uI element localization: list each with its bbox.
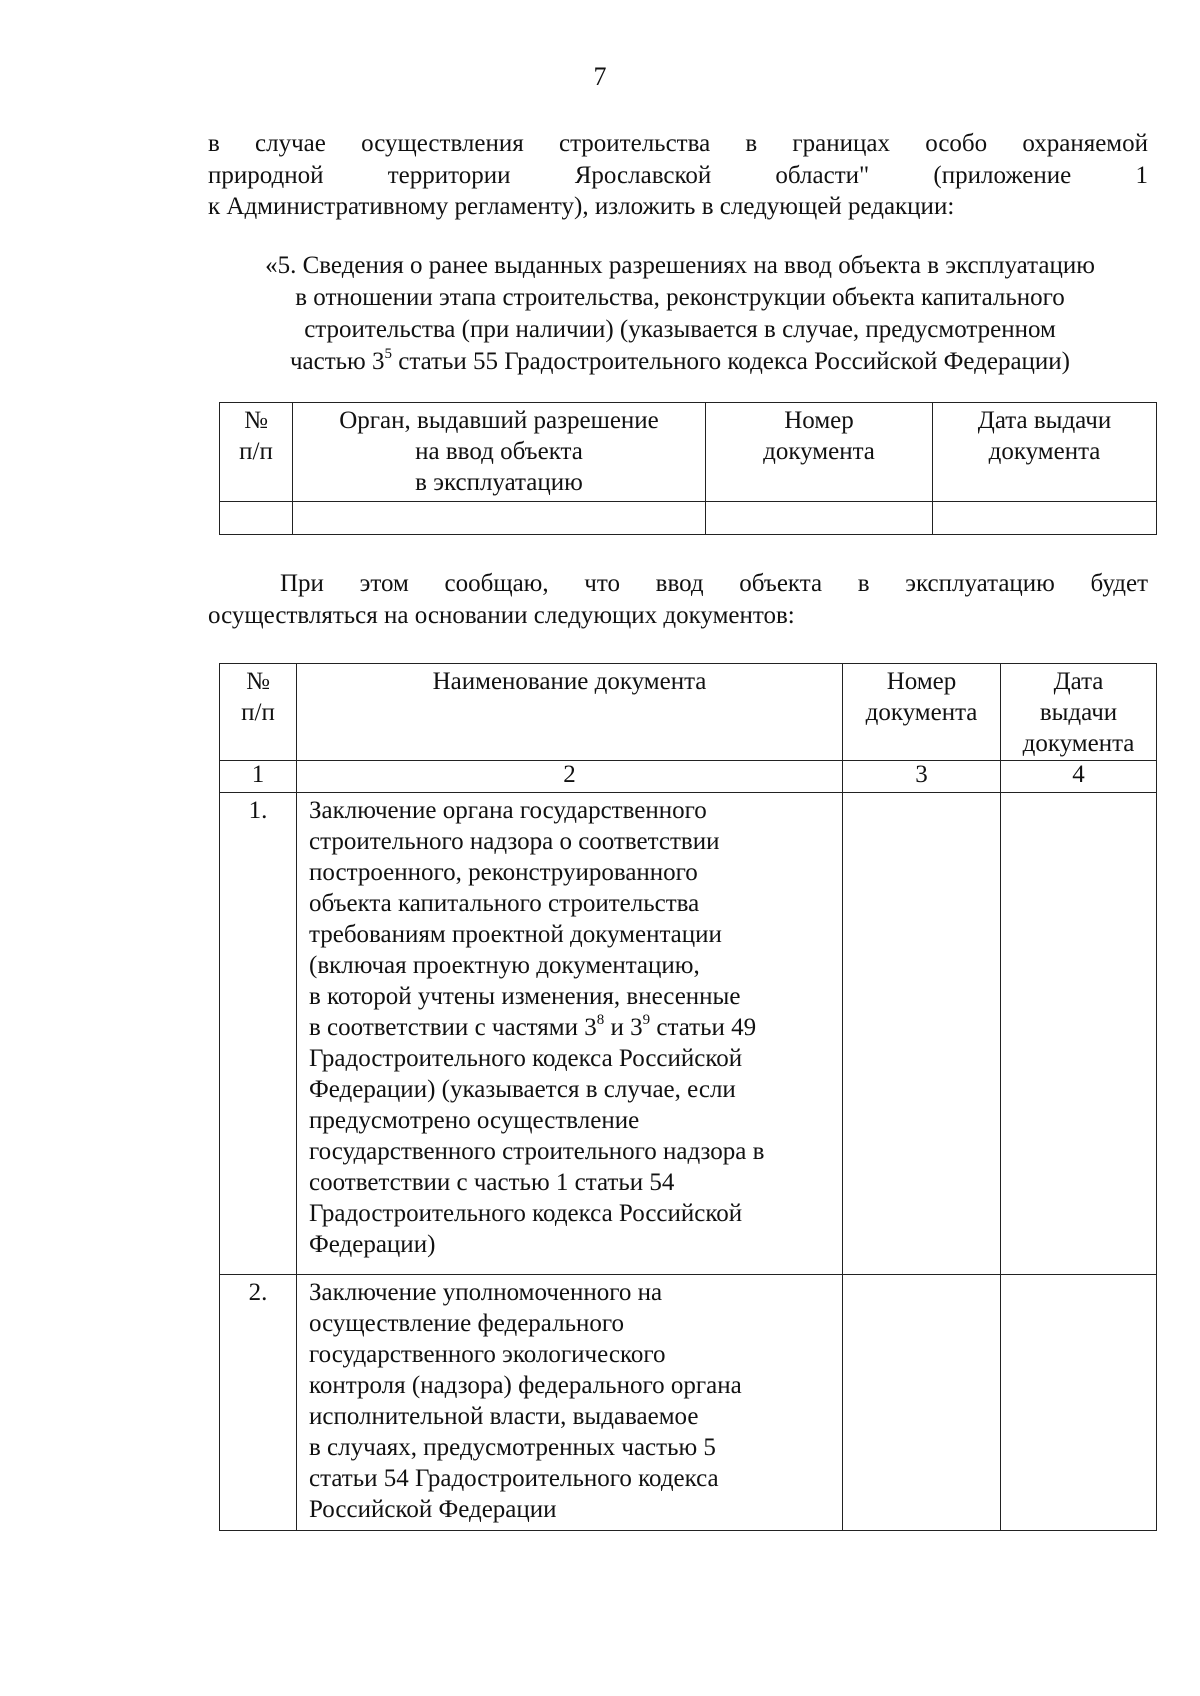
header-date	[933, 403, 1157, 502]
document-line: Заключение органа государственного	[309, 797, 707, 824]
document-line: в которой учтены изменения, внесенные	[309, 983, 741, 1010]
document-line: Градостроительного кодекса Российской	[309, 1200, 743, 1227]
intro-line: в случае осуществления строительства в границах особо охраняемой	[208, 130, 1148, 157]
document-line: объекта капитального строительства	[309, 890, 700, 917]
header-num	[220, 664, 297, 761]
header-organ	[293, 403, 706, 502]
header-date	[1001, 664, 1157, 761]
document-line: в случаях, предусмотренных частью 5	[309, 1434, 716, 1461]
permits-table	[219, 402, 1157, 535]
column-numbers-row	[220, 761, 1157, 793]
row-index: 1.	[220, 793, 297, 1275]
header-text: Дата выдачи	[977, 407, 1112, 434]
table-row	[220, 502, 1157, 535]
document-line: Российской Федерации	[309, 1496, 557, 1523]
document-line: (включая проектную документацию,	[309, 952, 700, 979]
header-text: документа	[763, 438, 875, 465]
document-line	[309, 1012, 842, 1043]
empty-cell	[933, 502, 1157, 535]
heading-text: частью 3	[289, 348, 385, 375]
document-line: построенного, реконструированного	[309, 859, 698, 886]
intro-line: к Административному регламенту), изложить в следующей редакции:	[208, 193, 955, 220]
table-row	[220, 793, 1157, 1275]
document-line: осуществление федерального	[309, 1310, 625, 1337]
note-paragraph	[208, 568, 1148, 631]
document-line: государственного строительного надзора в	[309, 1138, 765, 1165]
superscript: 9	[642, 1011, 651, 1028]
section-heading	[200, 250, 1160, 378]
header-text: Дата	[1053, 668, 1104, 695]
document-line: соответствии с частью 1 статьи 54	[309, 1169, 675, 1196]
document-line: Федерации) (указывается в случае, если	[309, 1076, 736, 1103]
heading-line	[200, 346, 1160, 378]
header-name	[297, 664, 843, 761]
header-text: выдачи	[1039, 699, 1118, 726]
document-line: статьи 54 Градостроительного кодекса	[309, 1465, 719, 1492]
empty-cell	[1001, 1275, 1157, 1531]
header-text: документа	[1022, 730, 1135, 757]
header-text: Орган, выдавший разрешение	[339, 407, 659, 434]
document-text: статьи 49	[650, 1014, 757, 1041]
header-text: на ввод объекта	[415, 438, 583, 465]
intro-paragraph	[208, 128, 1148, 223]
empty-cell	[843, 793, 1001, 1275]
document-line: исполнительной власти, выдаваемое	[309, 1403, 699, 1430]
header-text: №	[246, 668, 270, 695]
table-header-row	[220, 664, 1157, 761]
document-text: в соответствии с частями 3	[309, 1014, 597, 1041]
document-line: государственного экологического	[309, 1341, 666, 1368]
header-text: №	[244, 407, 268, 434]
column-number: 2	[297, 761, 843, 793]
header-number	[706, 403, 933, 502]
empty-cell	[293, 502, 706, 535]
header-text: Номер	[784, 407, 854, 434]
document-name	[297, 1275, 843, 1531]
document-line: строительного надзора о соответствии	[309, 828, 720, 855]
heading-line: в отношении этапа строительства, реконструкции объекта капитального	[295, 284, 1065, 311]
column-number: 1	[220, 761, 297, 793]
document-line: Федерации)	[309, 1231, 436, 1258]
table-row	[220, 1275, 1157, 1531]
document-name	[297, 793, 843, 1275]
row-index: 2.	[220, 1275, 297, 1531]
header-text: Наименование документа	[432, 668, 707, 695]
header-number	[843, 664, 1001, 761]
empty-cell	[843, 1275, 1001, 1531]
heading-text: статьи 55 Градостроительного кодекса Российской Федерации)	[392, 348, 1071, 375]
heading-line: строительства (при наличии) (указывается в случае, предусмотренном	[304, 316, 1056, 343]
empty-cell	[220, 502, 293, 535]
header-num	[220, 403, 293, 502]
header-text: Номер	[886, 668, 957, 695]
document-line: Градостроительного кодекса Российской	[309, 1045, 743, 1072]
document-line: предусмотрено осуществление	[309, 1107, 640, 1134]
document-line: Заключение уполномоченного на	[309, 1279, 663, 1306]
superscript: 5	[384, 345, 392, 362]
document-line: контроля (надзора) федерального органа	[309, 1372, 742, 1399]
header-text: п/п	[241, 699, 275, 726]
note-line: осуществляться на основании следующих документов:	[208, 601, 795, 629]
heading-line: «5. Сведения о ранее выданных разрешениях на ввод объекта в эксплуатацию	[265, 252, 1095, 279]
header-text: документа	[865, 699, 978, 726]
document-line: требованиям проектной документации	[309, 921, 722, 948]
documents-table	[219, 663, 1157, 1531]
superscript: 8	[596, 1011, 605, 1028]
header-text: в эксплуатацию	[415, 469, 583, 496]
note-line: При этом сообщаю, что ввод объекта в эксплуатацию будет	[280, 570, 1148, 597]
empty-cell	[706, 502, 933, 535]
table-header-row	[220, 403, 1157, 502]
empty-cell	[1001, 793, 1157, 1275]
column-number: 4	[1001, 761, 1157, 793]
header-text: п/п	[239, 438, 273, 465]
column-number: 3	[843, 761, 1001, 793]
page-number: 7	[593, 62, 607, 91]
document-text: и 3	[604, 1014, 643, 1041]
intro-line: природной территории Ярославской области" (приложение 1	[208, 161, 1148, 189]
header-text: документа	[988, 438, 1101, 465]
